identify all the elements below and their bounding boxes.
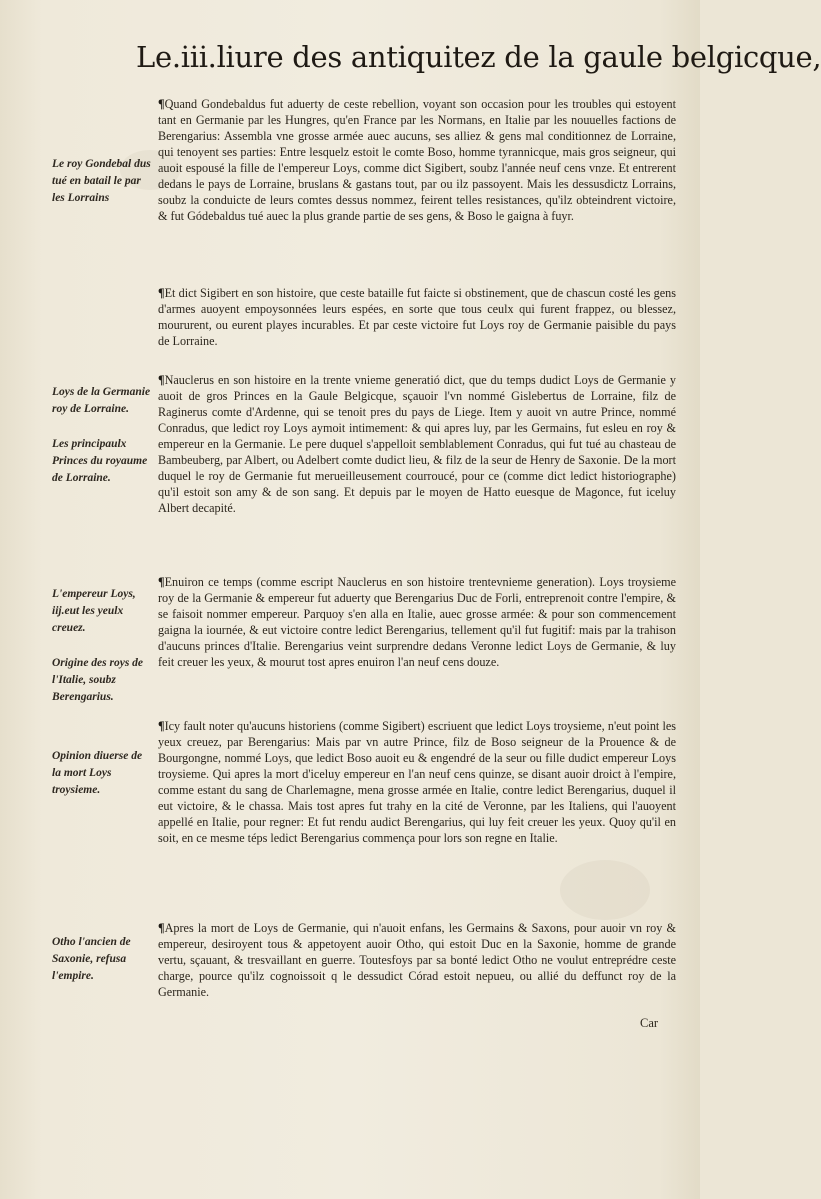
pilcrow-mark: ¶ [158,373,165,387]
catchword: Car [640,1016,659,1030]
pilcrow-mark: ¶ [158,921,165,935]
margin-note: Opinion diuerse de la mort Loys troysieme. [52,750,143,796]
paragraph-text: Nauclerus en son histoire en la trente vnieme generatió dict, que du temps dudict Loys de Germanie y auoit de gros Princes en la Gaule Belgicque, sçauoir l'vn nommé Gislebertus de Lorraine, filz de Raginerus comte d'Ardenne, qui se tenoit pres du pays de Liege. Item y auoit vn autre Prince, nommé Conradus, que ledict roy Loys aymoit intimement: & qui apres luy, par les Germains, fut esleu en roy & empereur en la Germanie. Le pere duquel s'appelloit semblablement Conradus, qui fut tué au chasteau de Bambeuberg, par Albert, ou Adelbert comte dudict lieu, & filz de la seur de Henry de Saxonie. De la mort duquel le roy de Germanie fut merueilleusement courroucé, pour ce (comme dict ledict historiographe) qu'il estoit son amy & de son sang. Et depuis par le moyen de Hatto euesque de Magonce, fut iceluy Albert decapité. [158,373,676,515]
pilcrow-mark: ¶ [158,719,165,733]
paragraph-text: Enuiron ce temps (comme escript Nauclerus en son histoire trentevnieme generation). Loys troysieme roy de la Germanie & empereur fut aduerty que Berengarius Duc de Forli, entreprenoit contre l'empire, & se faisoit nommer empereur. Parquoy s'en alla en Italie, auec grosse armée: & pour son commencement gaigna la iournée, & eut victoire contre ledict Berengarius, tellement qu'il fut fugitif: mais par la trahison d'aucuns princes d'Italie. Berengarius veint surprendre dedans Veronne ledict Loys de Germanie, & luy feit creuer les yeux, & mourut tost apres enuiron l'an neuf cens douze. [158,575,676,669]
paragraph-text: Quand Gondebaldus fut aduerty de ceste rebellion, voyant son occasion pour les troubles qui estoyent tant en Germanie par les Hungres, qu'en France par les Normans, en Italie par les nouuelles factions de Berengarius: Assembla vne grosse armée auec aucuns, ses alliez & gens mal conditionnez de Lorraine, qui tenoyent ses parties: Entre lesquelz estoit le comte Boso, homme tyrannicque, mais gros seigneur, qui auoit espousé la fille de l'empereur Loys, comme dict Sigibert, soubz l'année neuf cens vnze. Et entrerent dedans le pays de Lorraine, bruslans & gastans tout, par ou ilz passoyent. Mais les dessusdictz Lorrains, soubz la conduicte de leurs comtes dessus nommez, feirent telles resistances, qu'ilz obteindrent victoire, & fut Gódebaldus tué auec la plus grande partie de ses gens, & Boso le gaigna à fuyr. [158,97,676,223]
paper-stain [560,860,650,920]
paragraph [158,372,676,516]
margin-note: Origine des roys de l'Italie, soubz Berengarius. [52,657,144,703]
margin-note: L'empereur Loys, iij.eut les yeulx creuez. [52,588,136,634]
paragraph [158,574,676,670]
page-header-title: Le.iii.liure des antiquitez de la gaule belgicque, [136,40,821,74]
margin-note: Loys de la Germanie roy de Lorraine. [52,386,151,415]
paragraph [158,96,676,224]
pilcrow-mark: ¶ [158,97,165,111]
pilcrow-mark: ¶ [158,286,165,300]
paragraph [158,920,676,1000]
paragraph-text: Et dict Sigibert en son histoire, que ceste bataille fut faicte si obstinement, que de chascun costé les gens d'armes auoyent empoysonnées leurs espées, en sorte que tous ceulx qui furent frappez, ou blessez, moururent, ou eurent playes incurables. Et par ceste victoire fut Loys roy de Germanie paisible du pays de Lorraine. [158,286,676,348]
margin-note: Le roy Gondebal dus tué en batail le par les Lorrains [52,158,151,204]
margin-note: Les principaulx Princes du royaume de Lorraine. [52,438,148,484]
paragraph-text: Apres la mort de Loys de Germanie, qui n'auoit enfans, les Germains & Saxons, pour auoir vn roy & empereur, desiroyent tous & appetoyent auoir Otho, qui estoit Duc en la Saxonie, homme de grande vertu, sçauant, & tresvaillant en guerre. Toutesfoys par sa bonté ledict Otho ne voulut entreprédre ceste charge, pource qu'ilz cognoissoit q le dessudict Córad estoit nepueu, ou allié du deffunct roy de la Germanie. [158,921,676,999]
paragraph [158,718,676,846]
pilcrow-mark: ¶ [158,575,165,589]
paragraph-text: Icy fault noter qu'aucuns historiens (comme Sigibert) escriuent que ledict Loys troysieme, n'eut point les yeux creuez, par Berengarius: Mais par vn autre Prince, filz de Boso seigneur de la Prouence & de Bourgongne, nommé Loys, que ledict Boso auoit eu & engendré de la seur ou fille dudict empereur Loys troysieme. Qui apres la mort d'iceluy empereur en l'an neuf cens quinze, se disant auoir droict à l'empire, comme estant du sang de Charlemagne, mena grosse armée en Italie, contre ledict Berengarius, duquel il eut victoire, & le chassa. Mais tost apres fut trahy en la cité de Veronne, par les Italiens, qui l'auoyent appellé en Italie, pour regner: Et fut rendu audict Berengarius, qui luy feit creuer les yeux. Quoy qu'il en soit, en ce mesme téps ledict Berengarius commença pour lors son regne en Italie. [158,719,676,845]
paragraph [158,285,676,349]
margin-note: Otho l'ancien de Saxonie, refusa l'empire. [52,936,131,982]
